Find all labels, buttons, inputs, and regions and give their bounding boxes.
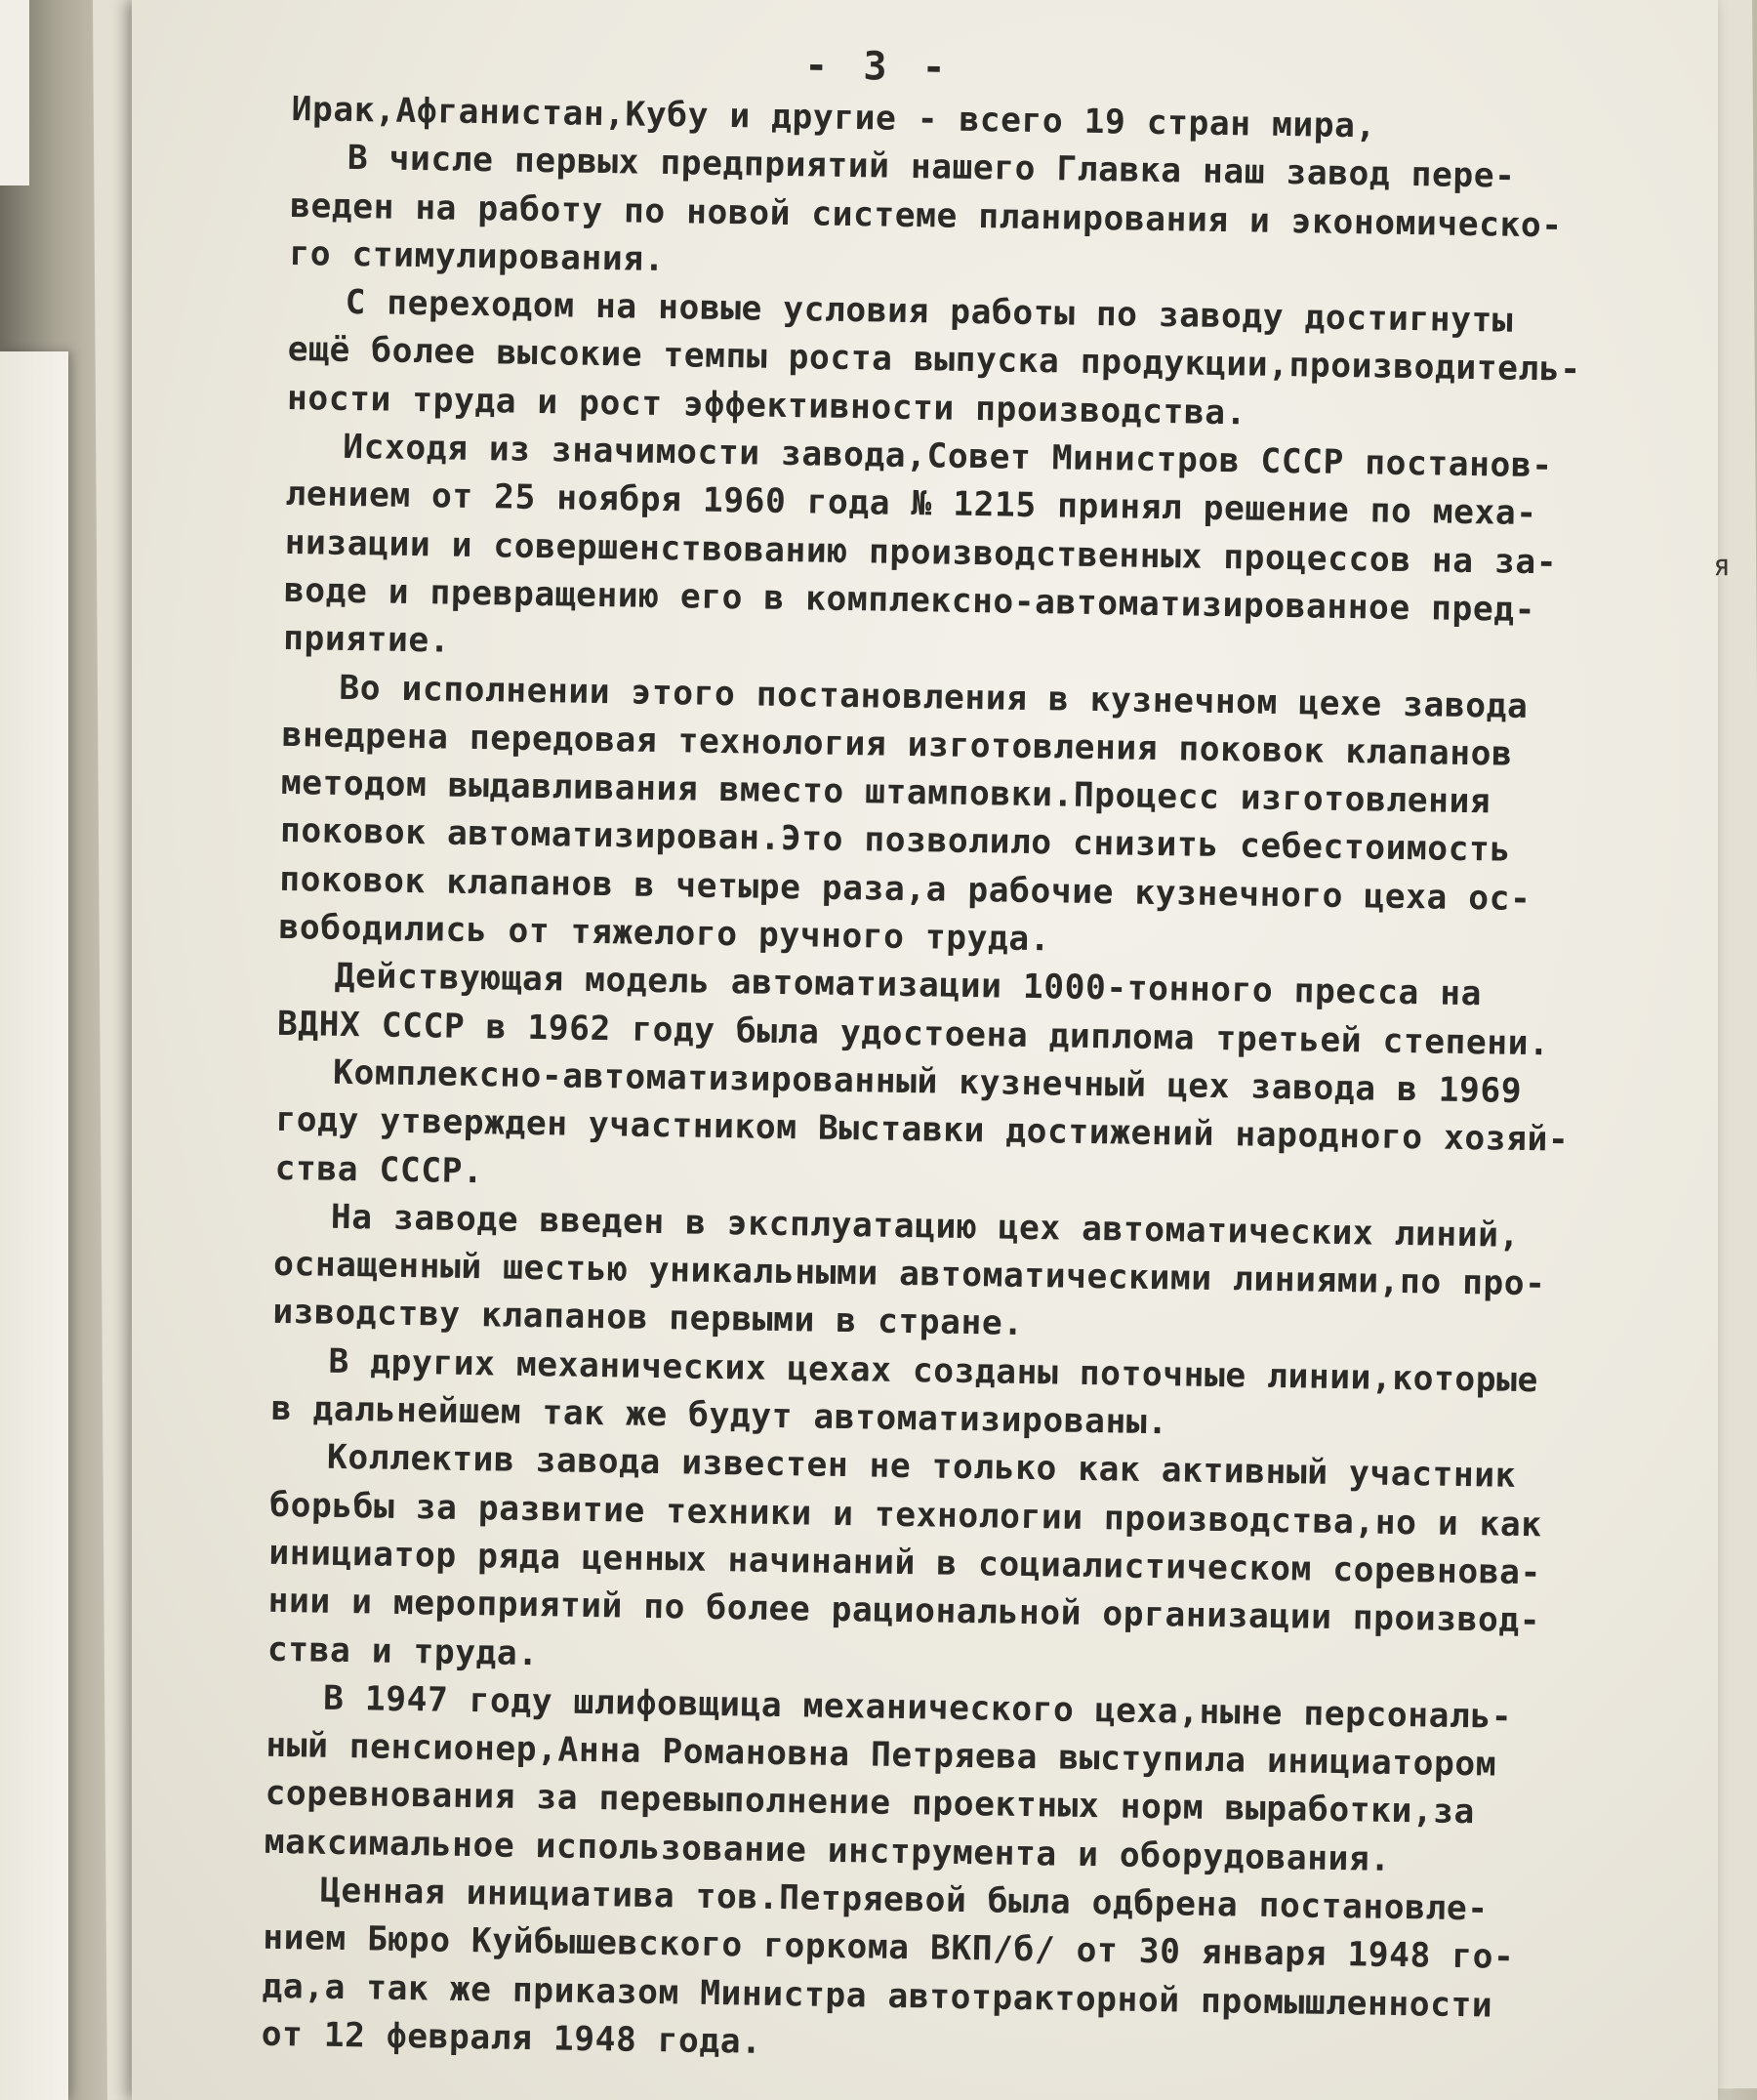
- text-line: С переходом на новые условия работы по заводу достигнуты: [345, 283, 1514, 341]
- text-line: воде и превращению его в комплексно-автоматизированное пред-: [283, 570, 1536, 631]
- page-number: - 3 -: [803, 43, 953, 91]
- text-line: да,а так же приказом Министра автотракторной промышленности: [262, 1966, 1493, 2026]
- text-line: борьбы за развитие техники и технологии производства,но и как: [268, 1485, 1543, 1544]
- text-line: нии и мероприятий по более рациональной организации производ-: [267, 1582, 1541, 1641]
- text-line: веден на работу по новой системе планирования и экономическо-: [289, 185, 1563, 246]
- text-line: ности труда и рост эффективности производства.: [286, 378, 1247, 433]
- text-line: ВДНХ СССР в 1962 году была удостоена диплома третьей степени.: [276, 1004, 1550, 1063]
- text-line: Исходя из значимости завода,Совет Министров СССР постанов-: [342, 427, 1553, 486]
- paragraph: [287, 278, 1714, 445]
- text-line: В других механических цехах созданы поточные линии,которые: [328, 1341, 1539, 1400]
- text-line: го стимулирования.: [289, 233, 666, 279]
- text-line: Ценная инициатива тов.Петряевой была одбрена постановле-: [319, 1871, 1489, 1929]
- text-line: инициатор ряда ценных начинаний в социалистическом соревнова-: [268, 1533, 1542, 1593]
- paragraph: [278, 663, 1707, 974]
- text-line: нием Бюро Куйбышевского горкома ВКП/б/ от 30 января 1948 го-: [262, 1918, 1515, 1978]
- text-line: На заводе введен в эксплуатацию цех автоматических линий,: [330, 1197, 1521, 1256]
- background-sheet-left: [0, 351, 68, 2100]
- text-line: Действующая модель автоматизации 1000-тонного пресса на: [334, 957, 1483, 1014]
- text-line: ещё более высокие темпы роста выпуска продукции,производитель-: [287, 330, 1581, 391]
- text-line: максимальное использование инструмента и оборудования.: [264, 1822, 1392, 1879]
- paragraphs: [261, 86, 1717, 2081]
- text-line: методом выдавливания вместо штамповки.Процесс изготовления: [280, 763, 1491, 822]
- text-line: в дальнейшем так же будут автоматизированы.: [270, 1388, 1168, 1443]
- paragraph: [272, 1193, 1699, 1360]
- text-line: оснащенный шестью уникальными автоматическими линиями,по про-: [272, 1244, 1546, 1304]
- text-line: Комплексно-автоматизированный кузнечный цех завода в 1969: [332, 1052, 1523, 1111]
- text-line: поковок автоматизирован.Это позволило снизить себестоимость: [279, 811, 1512, 871]
- typed-text-block: [261, 29, 1717, 2081]
- text-line: лением от 25 ноября 1960 года № 1215 принял решение по меха-: [285, 474, 1537, 534]
- margin-note: я: [1713, 549, 1732, 583]
- text-line: Коллектив завода известен не только как активный участник: [326, 1438, 1517, 1497]
- text-line: вободились от тяжелого ручного труда.: [278, 907, 1051, 960]
- text-line: приятие.: [282, 619, 451, 661]
- text-line: ства и труда.: [266, 1629, 540, 1673]
- paragraph: [283, 423, 1712, 685]
- text-line: Во исполнении этого постановления в кузнечном цехе завода: [339, 668, 1529, 726]
- text-line: от 12 февраля 1948 года.: [261, 2014, 762, 2062]
- text-line: В 1947 году шлифовщица механического цеха,ныне персональ-: [322, 1678, 1513, 1737]
- text-line: поковок клапанов в четыре раза,а рабочие кузнечного цеха ос-: [279, 859, 1532, 919]
- text-line: ства СССР.: [274, 1148, 484, 1191]
- paragraph: [264, 1674, 1692, 1889]
- text-line: Ирак,Афганистан,Кубу и другие - всего 19 стран мира,: [291, 89, 1377, 146]
- text-line: внедрена передовая технология изготовления поковок клапанов: [281, 715, 1513, 774]
- text-line: В числе первых предприятий нашего Главка наш завод пере-: [347, 139, 1516, 196]
- paragraph: [261, 1867, 1689, 2081]
- text-line: соревнования за перевыполнение проектных норм выработки,за: [265, 1774, 1476, 1832]
- background-sheet-top-left: [0, 0, 29, 185]
- text-line: ный пенсионер,Анна Романовна Петряева выступила инициатором: [266, 1725, 1497, 1785]
- text-line: низации и совершенствованию производственных процессов на за-: [284, 522, 1558, 583]
- text-line: изводству клапанов первыми в стране.: [272, 1293, 1024, 1344]
- text-line: году утвержден участником Выставки достижений народного хозяй-: [275, 1100, 1570, 1160]
- paragraph: [289, 134, 1716, 301]
- paragraph: [274, 1049, 1701, 1215]
- paragraph: [267, 1433, 1696, 1696]
